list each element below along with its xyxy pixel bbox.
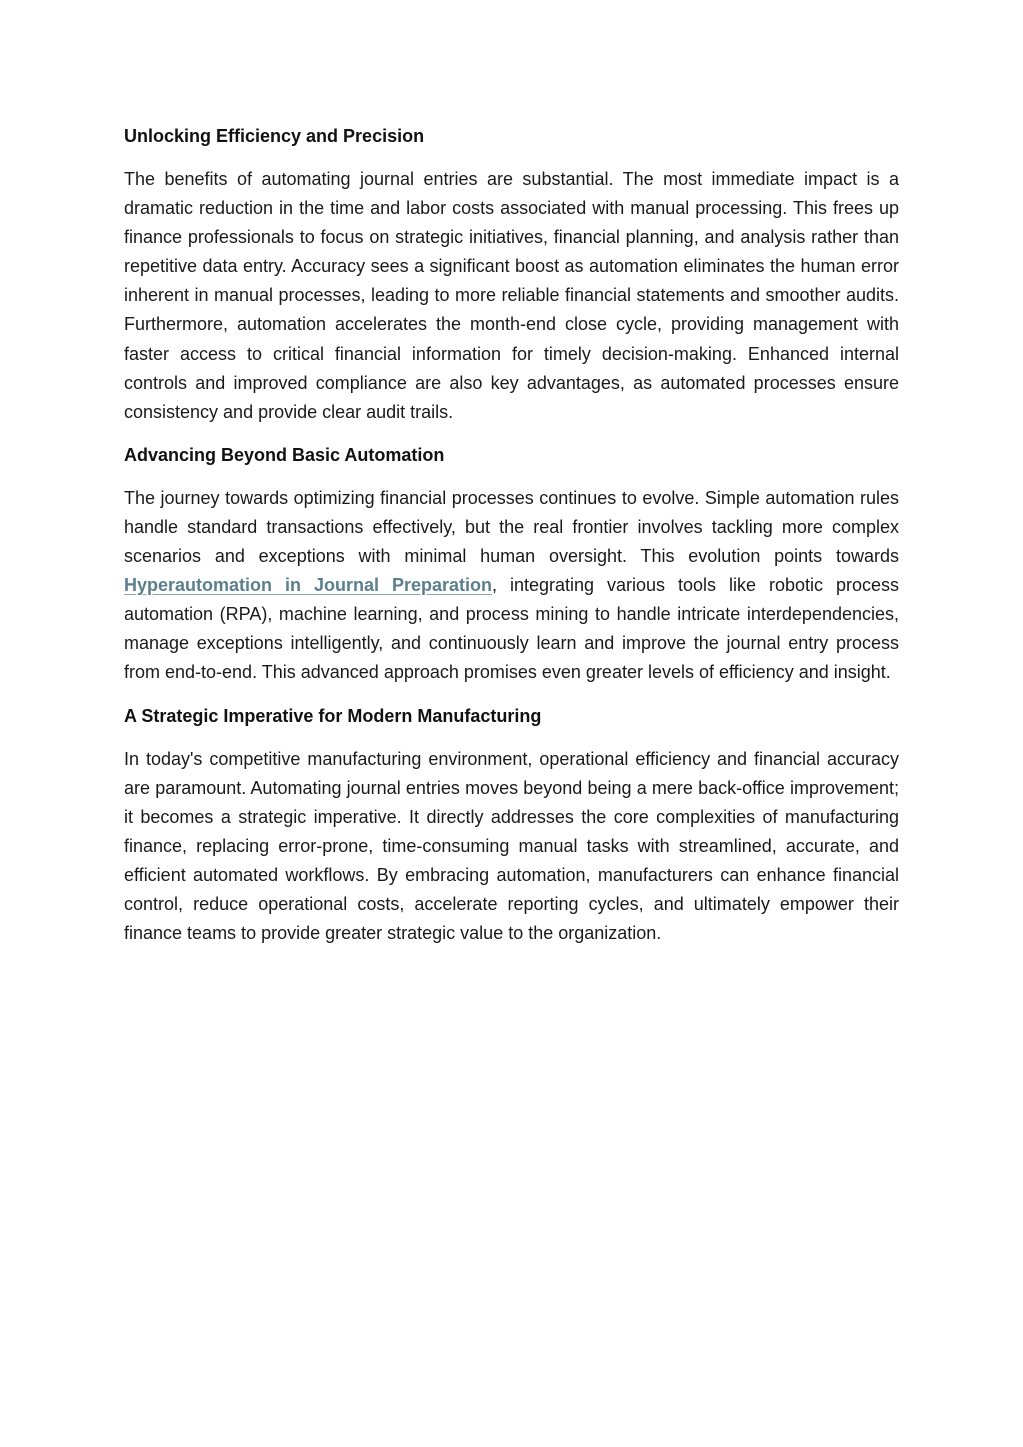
section-heading-efficiency: Unlocking Efficiency and Precision bbox=[124, 126, 425, 146]
section-paragraph-strategic: In today's competitive manufacturing environment, operational efficiency and financial accuracy are paramount. Automating journal entries moves beyond being a mere back-office improvement; it becomes a strategic imperative. It directly addresses the core complexities of manufacturing finance, replacing error-prone, time-consuming manual tasks with streamlined, accurate, and efficient automated workflows. By embracing automation, manufacturers can enhance financial control, reduce operational costs, accelerate reporting cycles, and ultimately empower their finance teams to provide greater strategic value to the organization. bbox=[124, 748, 899, 944]
paragraph-text-before-link: The journey towards optimizing financial processes continues to evolve. Simple automation rules handle standard transactions effectively, but the real frontier involves tackling more complex scenarios and exceptions with minimal human oversight. This evolution points towards bbox=[124, 487, 899, 567]
document-page bbox=[124, 122, 899, 962]
section-paragraph-efficiency: The benefits of automating journal entries are substantial. The most immediate impact is a dramatic reduction in the time and labor costs associated with manual processing. This frees up finance professionals to focus on strategic initiatives, financial planning, and analysis rather than repetitive data entry. Accuracy sees a significant boost as automation eliminates the human error inherent in manual processes, leading to more reliable financial statements and smoother audits. Furthermore, automation accelerates the month-end close cycle, providing management with faster access to critical financial information for timely decision-making. Enhanced internal controls and improved compliance are also key advantages, as automated processes ensure consistency and provide clear audit trails. bbox=[124, 169, 899, 422]
section-heading-strategic: A Strategic Imperative for Modern Manufacturing bbox=[124, 705, 542, 726]
section-paragraph-advancing bbox=[124, 484, 899, 688]
section-heading-advancing: Advancing Beyond Basic Automation bbox=[124, 444, 445, 465]
hyperautomation-link[interactable]: Hyperautomation in Journal Preparation bbox=[124, 575, 492, 596]
paragraph-text-after-link: , integrating various tools like robotic process automation (RPA), machine learning, and process mining to handle intricate interdependencies, manage exceptions intelligently, and continuously learn and improve the journal entry process from end-to-end. This advanced approach promises even greater levels of efficiency and insight. bbox=[124, 575, 899, 683]
